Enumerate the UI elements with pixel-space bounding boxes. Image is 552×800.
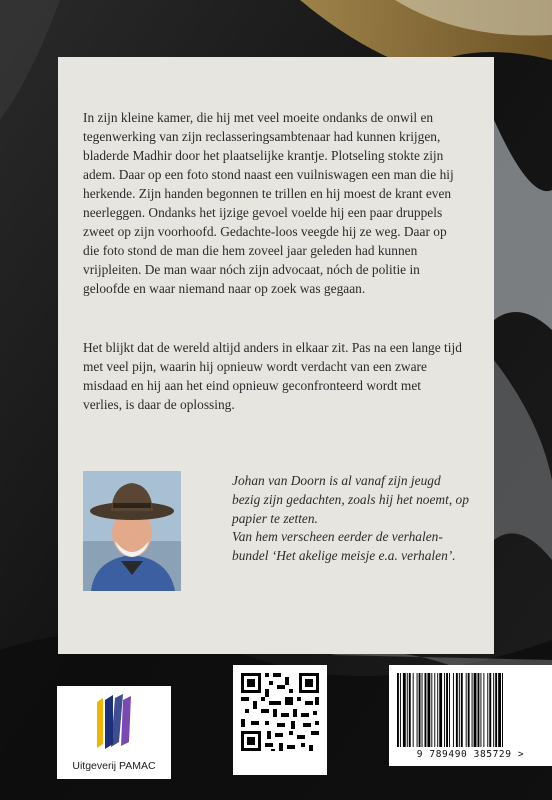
author-bio-2: Van hem verscheen eerder de verhalen-bundel ‘Het akelige meisje e.a. verhalen’. — [232, 529, 456, 563]
blurb-paragraph-1: In zijn kleine kamer, die hij met veel moeite ondanks de onwil en tegenwerking van zijn reclasseringsambtenaar had kunnen krijgen, bladerde Madhir door het plaatselijke krantje. Plotseling stokte zijn adem. Daar op een foto stond naast een vuilniswagen een man die hij herkende. Zijn handen begonnen te trillen en hij moest de krant even neerleggen. Ondanks het ijzige gevoel voelde hij een paar druppels zweet op zijn voorhoofd. Gedachte-loos veegde hij ze weg. Daar op die foto stond de man die hem zoveel jaar geleden had kunnen vrijpleiten. De man waar nóch zijn advocaat, nóch de politie in geloofde en waar niemand naar op zoek was gegaan. — [83, 110, 454, 296]
author-portrait — [83, 471, 181, 591]
isbn-barcode — [389, 665, 552, 766]
isbn-number: 9 789490 385729 > — [416, 749, 525, 760]
qr-code — [233, 665, 327, 775]
publisher-logo — [57, 686, 171, 779]
blurb-paragraph-2: Het blijkt dat de wereld altijd anders in elkaar zit. Pas na een lange tijd met veel pijn, waarin hij opnieuw wordt verdacht van een zware misdaad en hij aan het eind opnieuw geconfronteerd wordt met verlies, is daar de oplossing. — [83, 340, 462, 412]
books-logo-icon — [57, 686, 171, 760]
author-bio-1: Johan van Doorn is al vanaf zijn jeugd bezig zijn gedachten, zoals hij het noemt, op papier te zetten. — [232, 473, 469, 526]
publisher-name: Uitgeverij PAMAC — [72, 760, 156, 772]
author-photo — [83, 471, 181, 591]
qr-code-icon — [233, 665, 327, 775]
barcode-icon — [389, 665, 552, 747]
